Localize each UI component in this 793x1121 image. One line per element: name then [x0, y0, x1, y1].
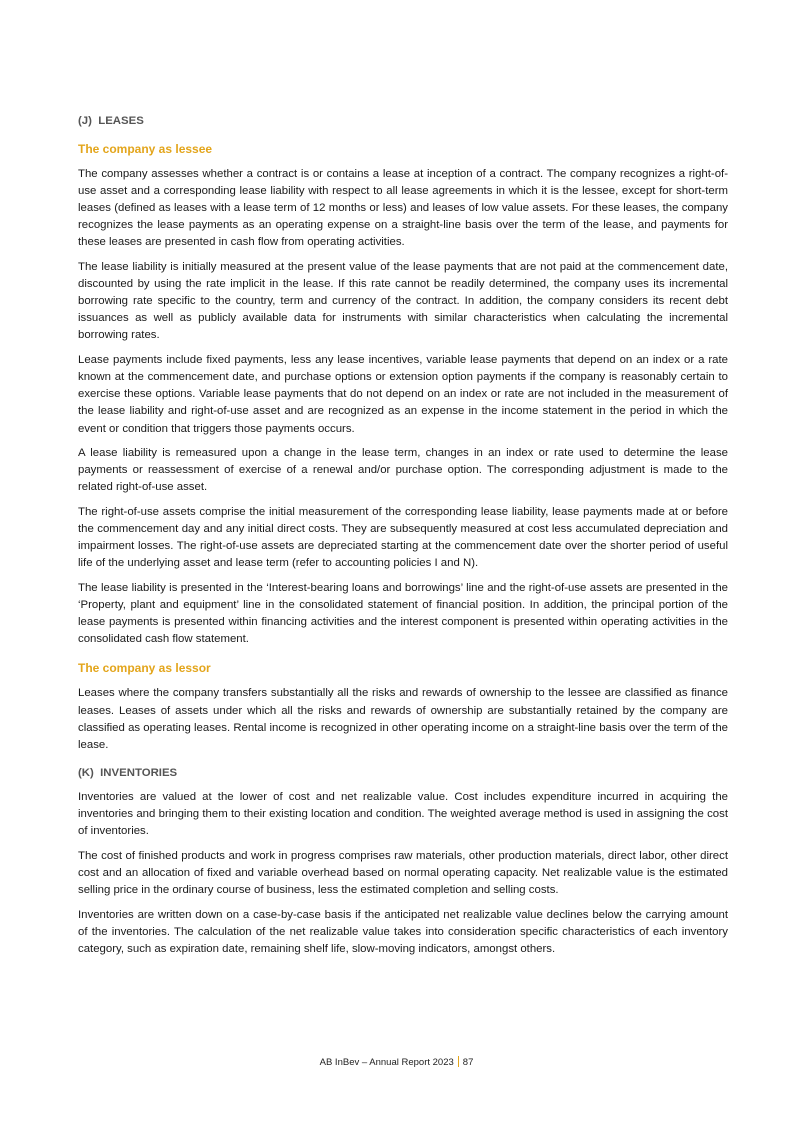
- paragraph: Lease payments include fixed payments, less any lease incentives, variable lease payments that depend on an index or a rate known at the commencement date, and purchase options or extension option payments if the company is reasonably certain to exercise these options. Variable lease payments that do not depend on an index or rate are not included in the measurement of the lease liability and right-of-use asset and are recognized as an expense in the income statement in the period in which the event or condition that triggers those payments occurs.: [78, 354, 728, 435]
- section-heading-inventories: (K) INVENTORIES: [78, 766, 178, 779]
- page-number: 87: [462, 1057, 474, 1068]
- paragraph: The cost of finished products and work in progress comprises raw materials, other production materials, direct labor, other direct cost and an allocation of fixed and variable overhead based on normal operating capacity. Net realizable value is the estimated selling price in the ordinary course of business, less the estimated completion and selling costs.: [78, 849, 728, 896]
- paragraph: The right-of-use assets comprise the initial measurement of the corresponding lease liability, lease payments made at or before the commencement day and any initial direct costs. They are subsequently measured at cost less accumulated depreciation and impairment losses. The right-of-use assets are depreciated starting at the commencement date over the shorter period of useful life of the underlying asset and lease term (refer to accounting policies I and N).: [78, 506, 728, 570]
- paragraph: Inventories are valued at the lower of cost and net realizable value. Cost includes expenditure incurred in acquiring the inventories and bringing them to their existing location and condition. The weighted average method is used in assigning the cost of inventories.: [78, 790, 728, 837]
- paragraph: The lease liability is initially measured at the present value of the lease payments that are not paid at the commencement date, discounted by using the rate implicit in the lease. If this rate cannot be readily determined, the company uses its incremental borrowing rate specific to the country, term and currency of the contract. In addition, the company considers its recent debt issuances as well as publicly available data for instruments with similar characteristics when calculating the incremental borrowing rates.: [78, 261, 728, 342]
- section-heading-leases: (J) LEASES: [78, 115, 144, 127]
- subheading-lessee: The company as lessee: [78, 142, 213, 156]
- paragraph: The company assesses whether a contract is or contains a lease at inception of a contract. The company recognizes a right-of-use asset and a corresponding lease liability with respect to all lease agreements in which it is the lessee, except for short-term leases (defined as leases with a lease term of 12 months or less) and leases of low value assets. For these leases, the company recognizes the lease payments as an operating expense on a straight-line basis over the term of the lease, and payments for these leases are presented in cash flow from operating activities.: [78, 168, 728, 249]
- paragraph: The lease liability is presented in the ‘Interest-bearing loans and borrowings’ line and the right-of-use assets are presented in the ‘Property, plant and equipment’ line in the consolidated statement of financial position. In addition, the principal portion of the lease payments is presented within financing activities and the interest component is presented within operating activities in the consolidated cash flow statement.: [78, 582, 728, 646]
- paragraph: A lease liability is remeasured upon a change in the lease term, changes in an index or rate used to determine the lease payments or reassessment of exercise of a renewal and/or purchase option. The corresponding adjustment is made to the related right-of-use asset.: [78, 447, 728, 494]
- footer-separator: [458, 1056, 459, 1067]
- subheading-lessor: The company as lessor: [78, 661, 211, 676]
- footer-report-title: AB InBev – Annual Report 2023: [319, 1057, 454, 1068]
- document-body: [78, 113, 728, 965]
- page-footer: [0, 1056, 793, 1068]
- paragraph: Inventories are written down on a case-by-case basis if the anticipated net realizable value declines below the carrying amount of the inventories. The calculation of the net realizable value takes into consideration specific characteristics of each inventory category, such as expiration date, remaining shelf life, slow-moving indicators, amongst others.: [78, 908, 728, 955]
- paragraph: Leases where the company transfers substantially all the risks and rewards of ownership to the lessee are classified as finance leases. Leases of assets under which all the risks and rewards of ownership are substantially retained by the company are classified as operating leases. Rental income is recognized in other operating income on a straight-line basis over the term of the lease.: [78, 687, 728, 751]
